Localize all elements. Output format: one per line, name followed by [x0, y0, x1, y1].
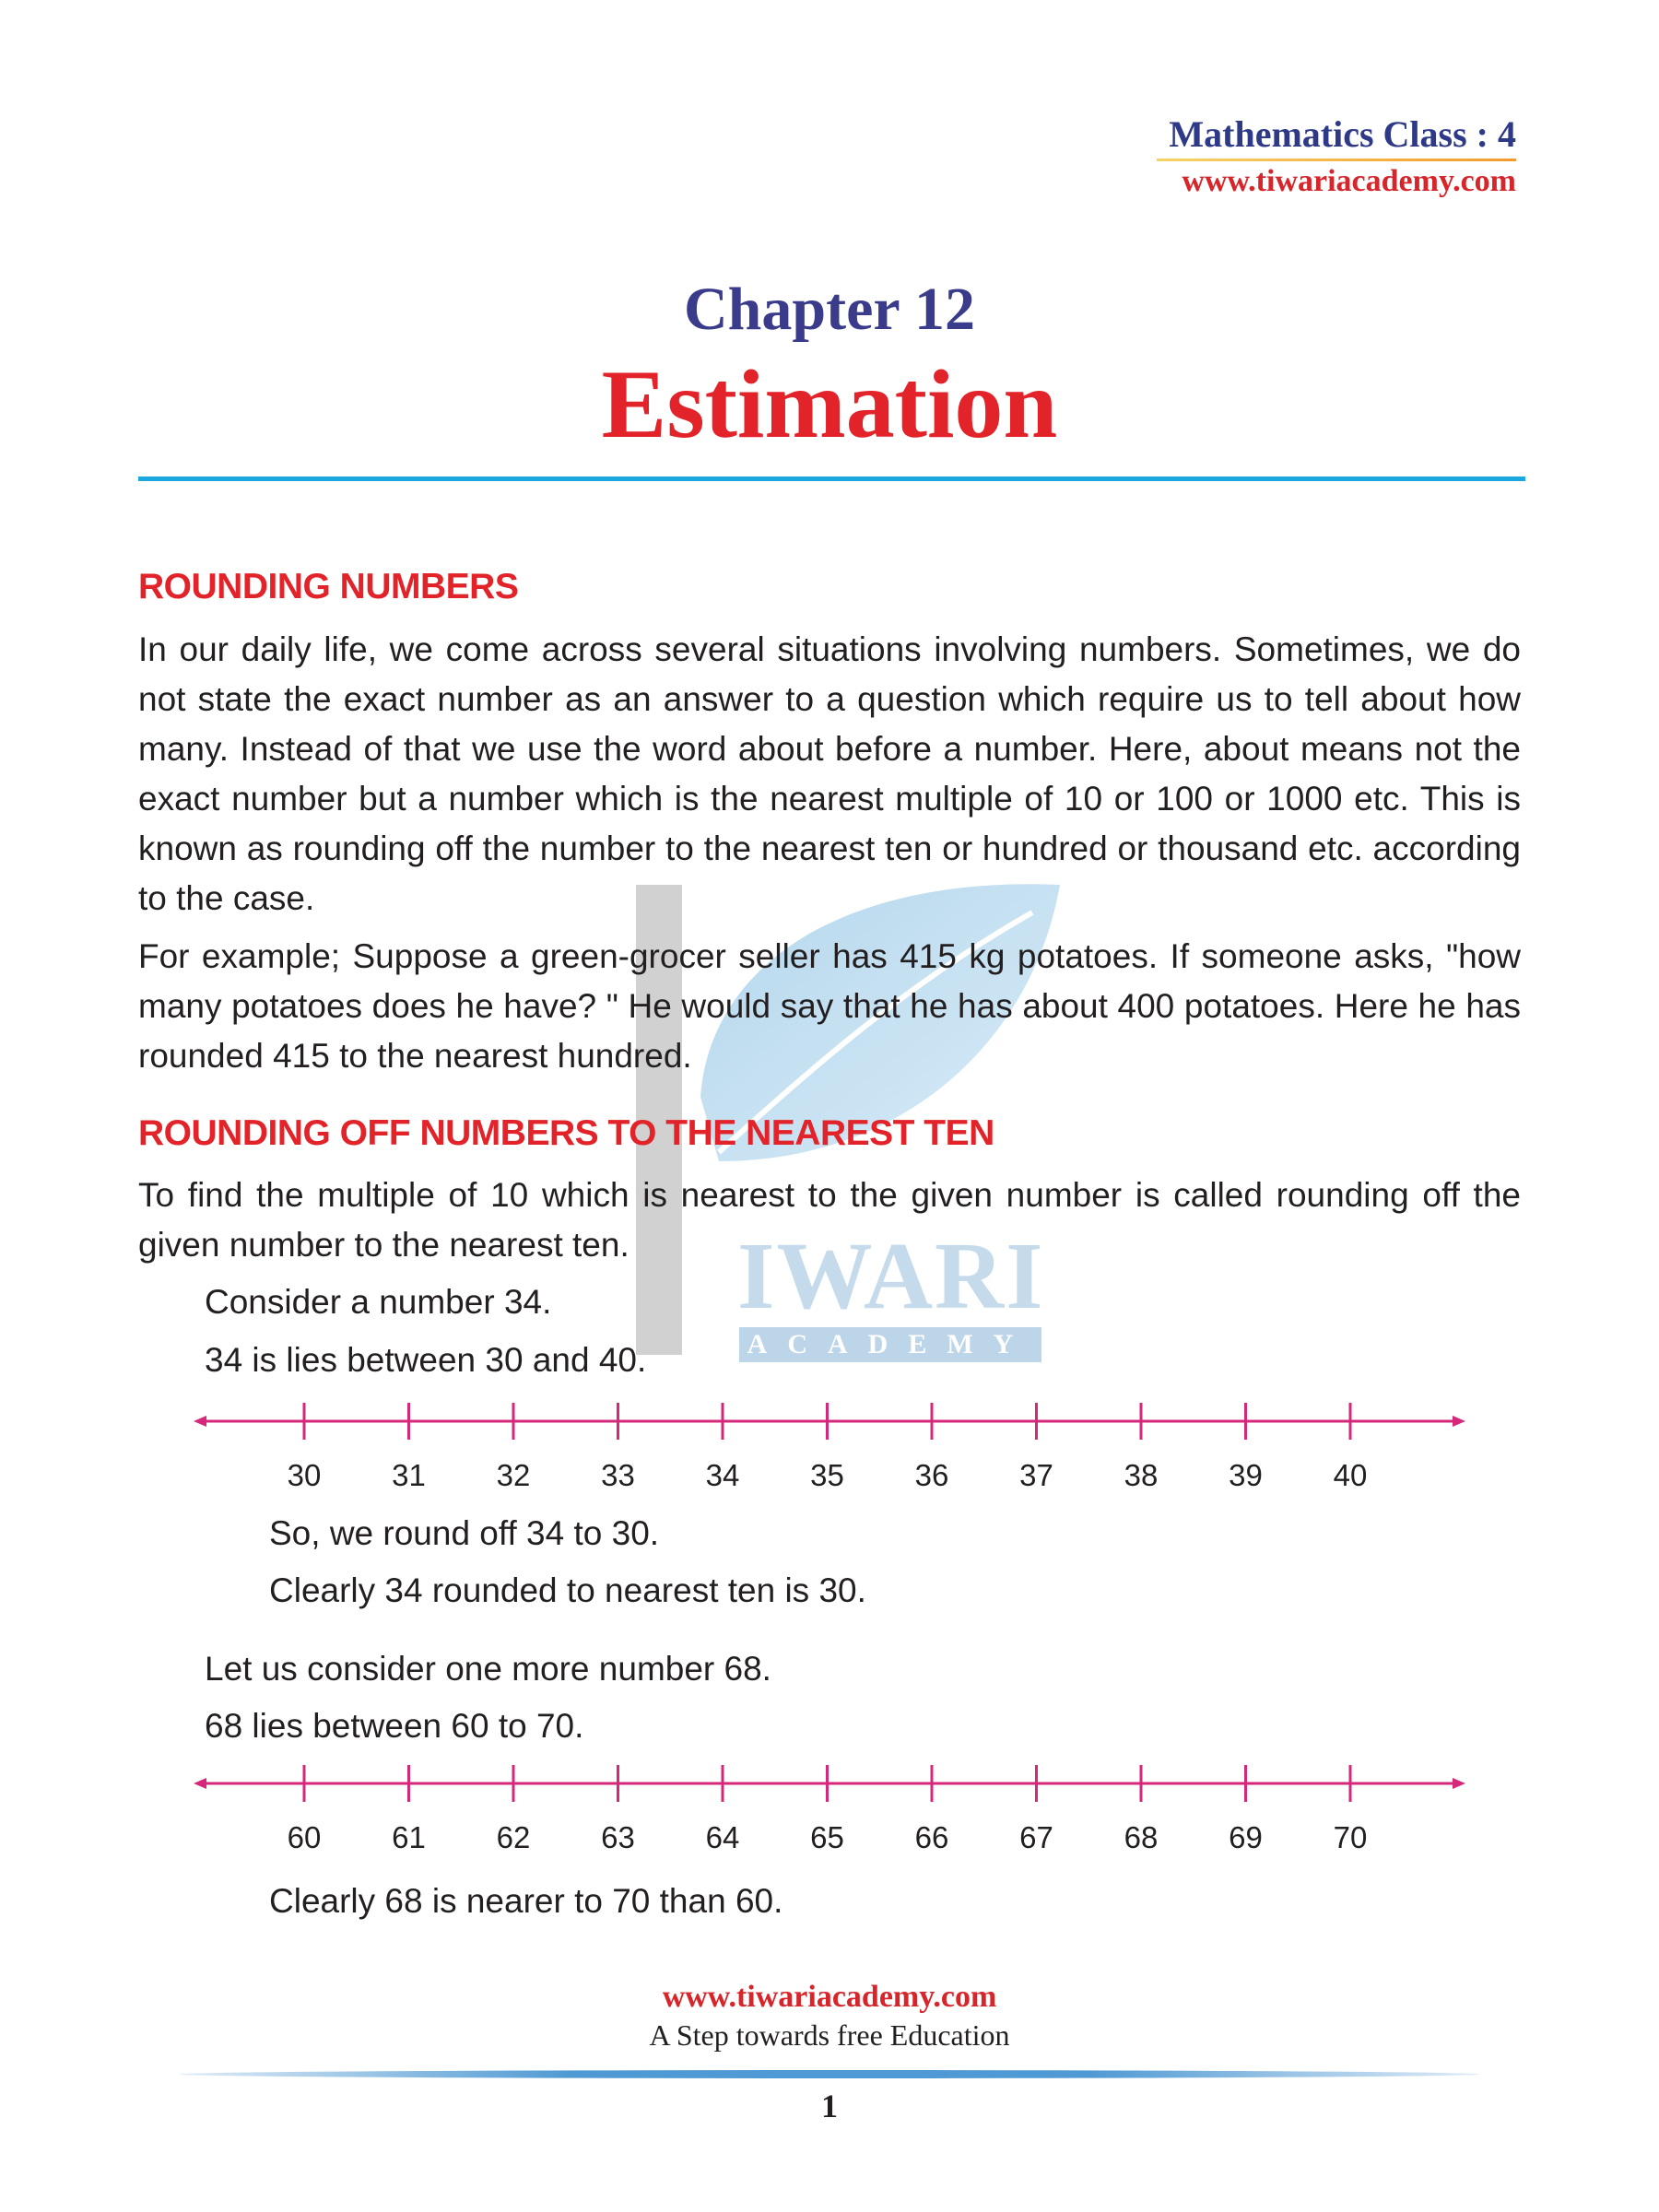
header-url[interactable]: www.tiwariacademy.com	[1182, 164, 1516, 198]
header-rule	[1157, 159, 1516, 161]
tick-label: 37	[1019, 1458, 1053, 1492]
example1-result2: Clearly 34 rounded to nearest ten is 30.	[269, 1571, 866, 1609]
chapter-title: Estimation	[601, 350, 1058, 458]
page-number: 1	[821, 2088, 838, 2124]
tick-label: 70	[1333, 1820, 1368, 1854]
tick-label: 65	[810, 1820, 844, 1854]
arrow-left-icon	[194, 1416, 206, 1427]
example-paragraph: For example; Suppose a green-grocer seller has 415 kg potatoes. If someone asks, "how many potatoes does he have? " He would say that he has about 400 potatoes. Here he has rounded 415 to the nearest hundred.	[138, 937, 1521, 1075]
chapter-label: Chapter 12	[684, 276, 975, 343]
watermark-word: IWARI	[737, 1223, 1045, 1329]
arrow-right-icon	[1453, 1416, 1465, 1427]
tick-label: 62	[496, 1820, 531, 1854]
tick-label: 36	[914, 1458, 949, 1492]
tick-label: 66	[914, 1820, 949, 1854]
example2-line2: 68 lies between 60 to 70.	[205, 1707, 584, 1745]
tick-label: 68	[1124, 1820, 1159, 1854]
tick-label: 38	[1124, 1458, 1159, 1492]
tick-label: 61	[392, 1820, 426, 1854]
tick-label: 69	[1229, 1820, 1263, 1854]
heading-rounding-numbers: ROUNDING NUMBERS	[138, 567, 519, 606]
tick-label: 30	[287, 1458, 322, 1492]
footer-tagline: A Step towards free Education	[649, 2018, 1010, 2052]
number-line-60-70	[194, 1763, 1465, 1874]
header-subject: Mathematics Class : 4	[1169, 113, 1516, 155]
tick-label: 33	[601, 1458, 635, 1492]
arrow-right-icon	[1453, 1778, 1465, 1789]
example1-result1: So, we round off 34 to 30.	[269, 1514, 660, 1552]
example2-result1: Clearly 68 is nearer to 70 than 60.	[269, 1882, 783, 1920]
footer-url[interactable]: www.tiwariacademy.com	[662, 1980, 997, 2014]
tick-label: 34	[705, 1458, 740, 1492]
title-divider	[138, 477, 1525, 481]
heading-nearest-ten: ROUNDING OFF NUMBERS TO THE NEAREST TEN	[138, 1113, 994, 1153]
arrow-left-icon	[194, 1778, 206, 1789]
tick-label: 35	[810, 1458, 844, 1492]
tick-label: 31	[392, 1458, 426, 1492]
example1-line1: Consider a number 34.	[205, 1283, 552, 1321]
number-line-svg	[194, 1401, 1465, 1447]
example2-line1: Let us consider one more number 68.	[205, 1650, 771, 1688]
number-line-svg	[194, 1763, 1465, 1809]
example1-line2: 34 is lies between 30 and 40.	[205, 1341, 647, 1379]
watermark-academy: ACADEMY	[739, 1327, 1041, 1362]
tick-label: 32	[496, 1458, 531, 1492]
tick-label: 64	[705, 1820, 740, 1854]
tick-label: 40	[1333, 1458, 1368, 1492]
tick-label: 67	[1019, 1820, 1053, 1854]
footer-divider	[180, 2070, 1479, 2078]
number-line-30-40	[194, 1401, 1465, 1512]
tick-label: 39	[1229, 1458, 1263, 1492]
intro-paragraph: In our daily life, we come across several situations involving numbers. Sometimes, we do not state the exact number as an answer to a question which require us to tell about how many. Instead of that we use the word about before a number. Here, about means not the exact number but a number which is the nearest multiple of 10 or 100 or 1000 etc. This is known as rounding off the number to the nearest ten or hundred or thousand etc. according to the case.	[138, 630, 1521, 917]
nearest-ten-paragraph: To find the multiple of 10 which is nearest to the given number is called rounding off the given number to the nearest ten.	[138, 1176, 1521, 1264]
tick-label: 60	[287, 1820, 322, 1854]
tick-label: 63	[601, 1820, 635, 1854]
